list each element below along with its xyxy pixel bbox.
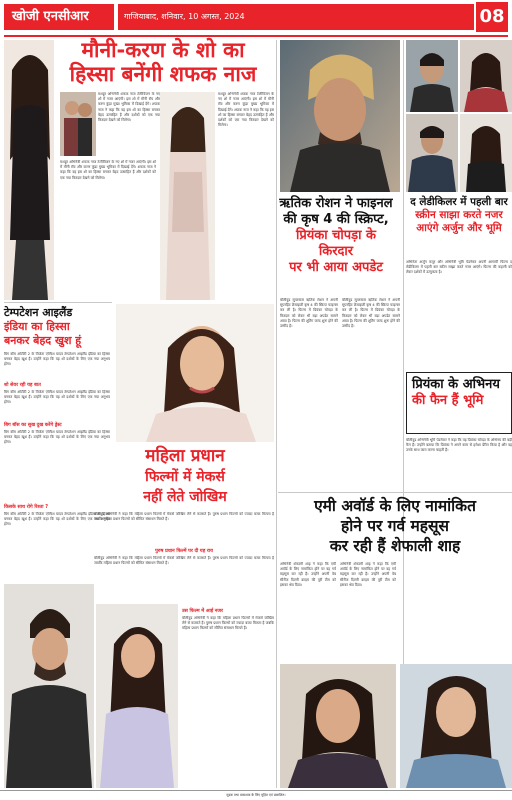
mahila-body-3: बॉलीवुड अभिनेत्री ने कहा कि महिला प्रधान फिल्मों में मेकर्स जोखिम लेने से कतराते हैं। पुरुष प्रधान फिल्मों को ज्यादा बजट मिलता है जबकि महिला प्रधान फिल्मों को सीमित संसाधन मिलते हैं। bbox=[182, 616, 274, 631]
mahila-subhead: उस फिल्म में आई नजर bbox=[182, 609, 223, 614]
hrithik-roshan-photo bbox=[280, 40, 400, 192]
headline-line: महिला प्रधान bbox=[145, 446, 225, 466]
sidebar-subhead: बिग बॉस का सुख दुख करेंगे ड्रेस्ट bbox=[4, 423, 62, 428]
headline-line: प्रियंका के अभिनय bbox=[412, 377, 500, 392]
monikaran-body: मशहूर अभिनेत्री शफक नाज टेलीविजन के नए शो में नजर आएंगी। इस शो में मौनी रॉय और करण कुंद्रा मुख्य भूमिका में दिखाई देंगे। शफक नाज ने कहा कि वह इस शो का हिस्सा बनकर बेहद उत्साहित हैं और दर्शकों को एक नया किरदार देखने को मिलेगा। bbox=[60, 160, 156, 180]
hrithik-body-col2: बॉलीवुड सुपरस्टार ऋतिक रोशन ने अपनी सुपरहिट फ्रेंचाइजी कृष 4 की स्क्रिप्ट फाइनल कर ली है। फिल्म में प्रियंका चोपड़ा के किरदार को लेकर भी बड़ा अपडेट सामने आया है। फिल्म की शूटिंग जल्द शुरू होने की उम्मीद है। bbox=[342, 298, 400, 329]
date-line: गाजियाबाद, शनिवार, 10 अगस्त, 2024 bbox=[118, 4, 474, 30]
monikaran-body-extra: मशहूर अभिनेत्री शफक नाज टेलीविजन के नए शो में नजर आएंगी। इस शो में मौनी रॉय और करण कुंद्रा मुख्य भूमिका में दिखाई देंगे। शफक नाज ने कहा कि वह इस शो का हिस्सा बनकर बेहद उत्साहित हैं और दर्शकों को एक नया किरदार देखने को मिलेगा। bbox=[98, 92, 160, 123]
headline-line: द लेडीकिलर में पहली बार bbox=[410, 196, 508, 208]
arjun-kapoor-photo bbox=[406, 40, 458, 112]
headline-line: बनकर बेहद खुश हूं bbox=[4, 334, 82, 347]
headline-line: प्रियंका चोपड़ा के किरदार bbox=[295, 228, 377, 259]
headline-line: स्क्रीन साझा करते नजर bbox=[415, 209, 503, 221]
section-rule bbox=[4, 302, 112, 303]
temptation-headline bbox=[4, 306, 112, 348]
headline-line: नहीं लेते जोखिम bbox=[143, 489, 227, 505]
bhumi-pednekar-photo-3 bbox=[400, 664, 512, 788]
priyanka-body: बॉलीवुड अभिनेत्री भूमि पेडनेकर ने कहा कि वह प्रियंका चोपड़ा के अभिनय की बड़ी फैन हैं। उन्होंने बताया कि प्रियंका ने अपने काम से हमेशा प्रेरित किया है और वह उनके साथ काम करना चाहती हैं। bbox=[406, 438, 512, 453]
monikaran-headline bbox=[54, 38, 272, 86]
elvish-yadav-photo bbox=[4, 584, 94, 788]
headline-line: हिस्सा बनेंगी शफक नाज bbox=[69, 62, 257, 86]
priyanka-headline bbox=[406, 372, 512, 434]
headline-line: फिल्मों में मेकर्स bbox=[145, 469, 225, 485]
headline-line: होने पर गर्व महसूस bbox=[341, 517, 449, 535]
paper-name: खोजी एनसीआर bbox=[4, 4, 114, 30]
mahila-body: बॉलीवुड अभिनेत्री ने कहा कि महिला प्रधान फिल्मों में मेकर्स जोखिम लेने से कतराते हैं। पुरुष प्रधान फिल्मों को ज्यादा बजट मिलता है जबकि महिला प्रधान फिल्मों को सीमित संसाधन मिलते हैं। bbox=[94, 512, 274, 522]
bhumi-pednekar-photo bbox=[460, 40, 512, 112]
headline-line: पर भी आया अपडेट bbox=[289, 260, 383, 275]
bhumi-pednekar-photo-2 bbox=[460, 114, 512, 192]
mahila-subhead: पुरुष प्रधान फिल्में पर दी यह राय bbox=[155, 549, 213, 554]
sidebar-subhead: किसके साथ रोगे रिश्ता ? bbox=[4, 505, 48, 510]
sidebar-subhead: शो सेवर रही यह बात bbox=[4, 383, 41, 388]
shefali-shah-photo bbox=[280, 664, 396, 788]
headline-line: आएंगे अर्जुन और भूमि bbox=[416, 222, 502, 234]
shefali-body-col2: अभिनेत्री शेफाली शाह ने कहा कि एमी अवॉर्ड के लिए नामांकित होने पर वह गर्व महसूस कर रही हैं। उन्होंने अपनी वेब सीरीज दिल्ली क्राइम की पूरी टीम को इसका श्रेय दिया। bbox=[340, 562, 396, 587]
sidebar-body-4: बिग बॉस ओटीटी 2 के विजेता एल्विश यादव टेम्पटेशन आइलैंड इंडिया का हिस्सा बनकर बेहद खुश हैं। उन्होंने कहा कि यह शो दर्शकों के लिए एक नया अनुभव होगा। bbox=[4, 512, 110, 527]
headline-line: टेम्पटेशन आइलैंड bbox=[4, 306, 73, 319]
arjun-kapoor-photo-2 bbox=[406, 114, 458, 192]
footer-imprint: मुद्रक तथा प्रकाशक के लिए मुद्रित एवं प्रकाशित। bbox=[0, 790, 512, 800]
masthead bbox=[0, 0, 512, 34]
sidebar-body-3: बिग बॉस ओटीटी 2 के विजेता एल्विश यादव टेम्पटेशन आइलैंड इंडिया का हिस्सा बनकर बेहद खुश हैं। उन्होंने कहा कि यह शो दर्शकों के लिए एक नया अनुभव होगा। bbox=[4, 430, 110, 445]
shefali-body-col1: अभिनेत्री शेफाली शाह ने कहा कि एमी अवॉर्ड के लिए नामांकित होने पर वह गर्व महसूस कर रही हैं। उन्होंने अपनी वेब सीरीज दिल्ली क्राइम की पूरी टीम को इसका श्रेय दिया। bbox=[280, 562, 336, 587]
page-number: 08 bbox=[476, 2, 508, 32]
mahila-headline bbox=[94, 445, 276, 505]
actress-photo bbox=[160, 92, 215, 300]
shafaq-naaz-photo bbox=[4, 40, 54, 300]
actress-mahila-photo bbox=[116, 304, 274, 442]
column-divider bbox=[276, 40, 277, 788]
headline-line: मौनी-करण के शो का bbox=[81, 38, 245, 62]
hrithik-headline bbox=[278, 196, 394, 294]
headline-line: की फैन हैं भूमि bbox=[412, 393, 484, 408]
mouni-karan-photo bbox=[60, 92, 96, 156]
sidebar-body-2: बिग बॉस ओटीटी 2 के विजेता एल्विश यादव टेम्पटेशन आइलैंड इंडिया का हिस्सा बनकर बेहद खुश हैं। उन्होंने कहा कि यह शो दर्शकों के लिए एक नया अनुभव होगा। bbox=[4, 390, 110, 405]
headline-line: इंडिया का हिस्सा bbox=[4, 320, 70, 333]
mahila-body-2: बॉलीवुड अभिनेत्री ने कहा कि महिला प्रधान फिल्मों में मेकर्स जोखिम लेने से कतराते हैं। पुरुष प्रधान फिल्मों को ज्यादा बजट मिलता है जबकि महिला प्रधान फिल्मों को सीमित संसाधन मिलते हैं। bbox=[94, 556, 274, 566]
arjun-bhumi-body: अभिनेता अर्जुन कपूर और अभिनेत्री भूमि पेडनेकर अपनी आगामी फिल्म द लेडीकिलर में पहली बार स्क्रीन साझा करते नजर आएंगे। फिल्म की कहानी को लेकर दर्शकों में उत्सुकता है। bbox=[406, 260, 512, 275]
headline-line: की कृष 4 की स्क्रिप्ट, bbox=[283, 212, 389, 227]
arjun-bhumi-headline bbox=[406, 196, 512, 256]
headline-line: ऋतिक रोशन ने फाइनल bbox=[279, 196, 393, 211]
actress-mahila-photo-2 bbox=[96, 604, 178, 788]
hrithik-body-col1: बॉलीवुड सुपरस्टार ऋतिक रोशन ने अपनी सुपरहिट फ्रेंचाइजी कृष 4 की स्क्रिप्ट फाइनल कर ली है। फिल्म में प्रियंका चोपड़ा के किरदार को लेकर भी बड़ा अपडेट सामने आया है। फिल्म की शूटिंग जल्द शुरू होने की उम्मीद है। bbox=[280, 298, 338, 329]
masthead-rule bbox=[4, 35, 508, 37]
temptation-body: बिग बॉस ओटीटी 2 के विजेता एल्विश यादव टेम्पटेशन आइलैंड इंडिया का हिस्सा बनकर बेहद खुश हैं। उन्होंने कहा कि यह शो दर्शकों के लिए एक नया अनुभव होगा। bbox=[4, 352, 110, 367]
headline-line: कर रही हैं शेफाली शाह bbox=[329, 537, 461, 555]
monikaran-body-right: मशहूर अभिनेत्री शफक नाज टेलीविजन के नए शो में नजर आएंगी। इस शो में मौनी रॉय और करण कुंद्रा मुख्य भूमिका में दिखाई देंगे। शफक नाज ने कहा कि वह इस शो का हिस्सा बनकर बेहद उत्साहित हैं और दर्शकों को एक नया किरदार देखने को मिलेगा। bbox=[218, 92, 274, 128]
headline-line: एमी अवॉर्ड के लिए नामांकित bbox=[314, 497, 476, 515]
